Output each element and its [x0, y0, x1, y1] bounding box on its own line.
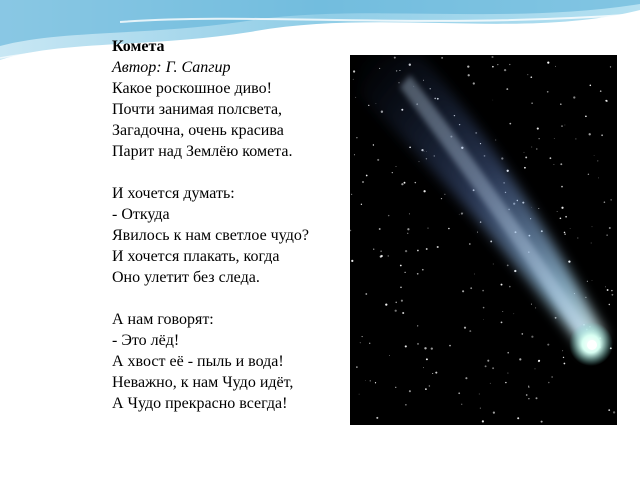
- star: [388, 255, 389, 256]
- star: [585, 297, 586, 298]
- poem-line: А нам говорят:: [112, 311, 214, 328]
- star: [492, 100, 493, 101]
- star: [539, 138, 540, 139]
- star: [462, 290, 464, 292]
- star: [423, 367, 424, 368]
- star: [395, 302, 396, 303]
- star: [409, 390, 411, 392]
- star: [441, 57, 443, 59]
- star: [565, 216, 567, 218]
- star: [426, 358, 428, 360]
- star: [353, 79, 354, 80]
- star: [369, 343, 370, 344]
- star: [563, 357, 564, 358]
- star: [362, 181, 364, 183]
- star: [536, 148, 537, 149]
- star: [573, 96, 575, 98]
- poem-line: Парит над Землёю комета.: [112, 143, 293, 160]
- poem-line: - Это лёд!: [112, 332, 180, 349]
- star: [562, 350, 563, 351]
- star: [400, 287, 402, 289]
- star: [501, 322, 503, 324]
- star: [469, 243, 471, 245]
- star: [360, 342, 361, 343]
- star: [380, 255, 382, 257]
- star: [561, 125, 563, 127]
- star: [405, 345, 407, 347]
- star: [555, 317, 557, 319]
- poem-line: И хочется плакать, когда: [112, 248, 280, 265]
- star: [535, 307, 536, 308]
- star: [491, 56, 493, 58]
- star: [419, 161, 420, 162]
- star: [547, 344, 549, 346]
- star: [600, 90, 602, 92]
- star: [467, 65, 469, 67]
- star: [356, 366, 357, 367]
- star: [426, 248, 428, 250]
- star: [605, 100, 607, 102]
- star: [525, 156, 527, 158]
- star: [564, 363, 566, 365]
- star: [356, 137, 357, 138]
- star: [590, 85, 592, 87]
- star: [501, 284, 503, 286]
- star: [517, 417, 519, 419]
- star: [507, 352, 509, 354]
- star: [377, 159, 379, 161]
- star: [482, 290, 484, 292]
- stanza-gap: [112, 162, 352, 183]
- star: [464, 327, 466, 329]
- star: [469, 330, 471, 332]
- star: [514, 270, 516, 272]
- star: [607, 289, 609, 291]
- star: [396, 166, 397, 167]
- star: [504, 69, 506, 71]
- star: [535, 369, 536, 370]
- star: [594, 155, 595, 156]
- star: [531, 147, 532, 148]
- star: [526, 394, 528, 396]
- star: [502, 311, 503, 312]
- star: [524, 152, 525, 153]
- star: [538, 208, 539, 209]
- star: [351, 260, 353, 262]
- star: [492, 66, 494, 68]
- poem-text: [112, 36, 352, 414]
- star: [547, 91, 549, 93]
- poem-line: А хвост её - пыль и вода!: [112, 353, 284, 370]
- star: [459, 214, 460, 215]
- star: [404, 182, 406, 184]
- star: [609, 227, 611, 229]
- star: [560, 217, 562, 219]
- star: [528, 387, 529, 388]
- star: [362, 336, 363, 337]
- star: [351, 194, 352, 195]
- star: [482, 420, 484, 422]
- star: [585, 115, 587, 117]
- star: [592, 280, 593, 281]
- star: [610, 66, 611, 67]
- poem-line: А Чудо прекрасно всегда!: [112, 395, 288, 412]
- star: [553, 164, 554, 165]
- star: [561, 207, 563, 209]
- star: [354, 154, 355, 155]
- star: [428, 228, 429, 229]
- star: [370, 380, 371, 381]
- star: [612, 294, 614, 296]
- star: [519, 358, 521, 360]
- star: [589, 133, 591, 135]
- star: [361, 204, 362, 205]
- star: [561, 186, 563, 188]
- star: [465, 377, 467, 379]
- star: [527, 74, 528, 75]
- poem-line: Почти занимая полсвета,: [112, 101, 283, 118]
- star: [409, 213, 410, 214]
- star: [493, 412, 495, 414]
- star: [501, 157, 503, 159]
- star: [353, 70, 355, 72]
- star: [359, 394, 360, 395]
- star: [570, 228, 571, 229]
- star: [492, 367, 494, 369]
- star: [395, 387, 396, 388]
- star: [609, 304, 610, 305]
- star: [449, 345, 451, 347]
- star: [507, 265, 509, 267]
- star: [417, 343, 419, 345]
- star: [423, 190, 425, 192]
- star: [404, 272, 405, 273]
- star: [497, 64, 498, 65]
- star: [531, 207, 532, 208]
- poem-line: Неважно, к нам Чудо идёт,: [112, 374, 294, 391]
- star: [417, 325, 418, 326]
- star: [509, 286, 511, 288]
- star: [424, 347, 426, 349]
- star: [389, 355, 390, 356]
- star: [598, 178, 599, 179]
- star: [575, 138, 576, 139]
- star: [407, 228, 409, 230]
- star: [548, 382, 550, 384]
- star: [441, 198, 442, 199]
- star: [400, 265, 402, 267]
- star: [568, 260, 570, 262]
- star: [611, 290, 612, 291]
- star: [401, 300, 403, 302]
- star: [368, 105, 369, 106]
- star: [557, 211, 558, 212]
- star: [587, 281, 588, 282]
- star: [531, 304, 532, 305]
- star: [605, 287, 606, 288]
- star: [355, 97, 356, 98]
- star: [601, 134, 603, 136]
- star: [422, 269, 424, 271]
- star: [531, 336, 533, 338]
- star: [444, 194, 445, 195]
- star: [483, 319, 484, 320]
- star: [402, 312, 404, 314]
- poem-line: Явилось к нам светлое чудо?: [112, 227, 309, 244]
- star: [485, 365, 487, 367]
- star: [431, 347, 433, 349]
- star: [365, 293, 367, 295]
- star: [401, 183, 403, 185]
- star: [473, 82, 475, 84]
- star: [437, 246, 439, 248]
- star: [479, 394, 480, 395]
- star: [487, 360, 489, 362]
- star: [528, 386, 529, 387]
- star: [405, 250, 407, 252]
- star: [509, 123, 511, 125]
- star: [555, 66, 556, 67]
- star: [483, 307, 485, 309]
- star: [435, 372, 437, 374]
- star: [530, 76, 532, 78]
- star: [458, 392, 460, 394]
- star: [490, 240, 492, 242]
- poem-line: Оно улетит без следа.: [112, 269, 260, 286]
- star: [385, 303, 387, 305]
- star: [604, 201, 606, 203]
- star: [365, 380, 366, 381]
- star: [477, 232, 478, 233]
- poem-title: Комета: [112, 38, 165, 55]
- star: [513, 313, 514, 314]
- star: [564, 232, 566, 234]
- star: [560, 163, 562, 165]
- star: [613, 411, 615, 413]
- star: [537, 128, 539, 130]
- star: [541, 421, 543, 423]
- star: [417, 273, 419, 275]
- star: [395, 310, 397, 312]
- star: [528, 398, 529, 399]
- star: [538, 360, 540, 362]
- star: [480, 408, 481, 409]
- star: [506, 88, 508, 90]
- star: [547, 62, 549, 64]
- star: [495, 140, 496, 141]
- star: [592, 226, 593, 227]
- star: [461, 404, 462, 405]
- star: [417, 250, 419, 252]
- poem-line: - Откуда: [112, 206, 170, 223]
- star: [524, 167, 526, 169]
- star: [507, 373, 508, 374]
- poem-author: Автор: Г. Сапгир: [112, 59, 231, 76]
- star: [373, 249, 374, 250]
- star: [463, 213, 464, 214]
- star: [564, 233, 565, 234]
- star: [407, 233, 408, 234]
- star: [388, 215, 389, 216]
- poem-line: И хочется думать:: [112, 185, 235, 202]
- star: [565, 125, 566, 126]
- star: [468, 74, 470, 76]
- star: [405, 404, 407, 406]
- star: [470, 287, 472, 289]
- star: [591, 243, 592, 244]
- star: [551, 376, 552, 377]
- star: [474, 274, 475, 275]
- star: [531, 102, 533, 104]
- poem-line: Какое роскошное диво!: [112, 80, 272, 97]
- star: [577, 237, 578, 238]
- star: [608, 409, 610, 411]
- comet-photo: [350, 55, 617, 425]
- star: [415, 182, 416, 183]
- star: [375, 382, 376, 383]
- poem-line: Загадочна, очень красива: [112, 122, 284, 139]
- star: [606, 234, 607, 235]
- star: [521, 333, 523, 335]
- star: [550, 157, 552, 159]
- stanza-gap: [112, 288, 352, 309]
- star: [379, 228, 381, 230]
- star: [366, 175, 368, 177]
- star: [392, 172, 393, 173]
- star: [380, 251, 381, 252]
- star: [425, 388, 427, 390]
- star: [493, 264, 494, 265]
- star: [432, 373, 433, 374]
- star: [429, 385, 430, 386]
- star: [490, 383, 491, 384]
- star: [448, 228, 450, 230]
- star: [373, 144, 374, 145]
- star: [376, 417, 378, 419]
- star: [611, 199, 612, 200]
- star: [509, 64, 510, 65]
- star: [505, 382, 506, 383]
- star: [554, 138, 555, 139]
- star: [597, 160, 598, 161]
- star: [588, 174, 589, 175]
- star: [536, 397, 538, 399]
- star: [560, 103, 562, 105]
